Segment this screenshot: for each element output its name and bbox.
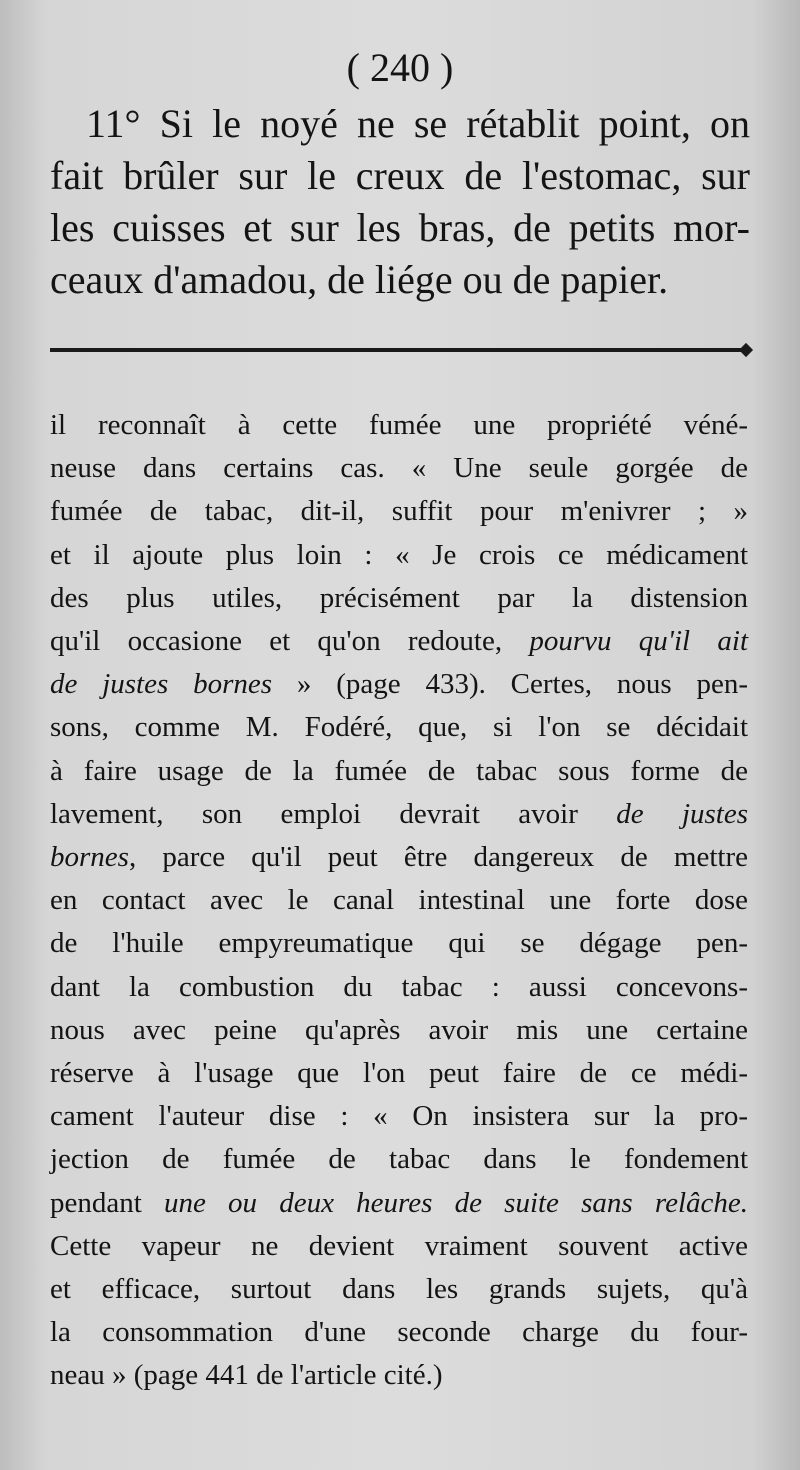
- footnote-text: dant la combustion du tabac : aussi concevons-: [50, 970, 748, 1003]
- footnote-line: [50, 1354, 748, 1397]
- footnote-text: et efficace, surtout dans les grands sujets, qu'à: [50, 1273, 748, 1306]
- footnote-text: à faire usage de la fumée de tabac sous forme de: [50, 754, 748, 787]
- footnote-line: [50, 577, 748, 620]
- footnote-italic-text: de justes bornes: [50, 668, 273, 701]
- footnote-text: Cette vapeur ne devient vraiment souvent active: [50, 1229, 748, 1262]
- footnote-italic-text: une ou deux heures de suite sans relâche.: [164, 1186, 748, 1219]
- footnote-line: [50, 836, 748, 879]
- footnote-line: [50, 879, 748, 922]
- footnote-italic-text: de justes: [616, 797, 748, 830]
- footnote-line: [50, 534, 748, 577]
- footnote-text: de l'huile empyreumatique qui se dégage pen-: [50, 927, 748, 960]
- footnote-line: [50, 1052, 748, 1095]
- footnote-text: des plus utiles, précisément par la distension: [50, 581, 748, 614]
- footnote-text: et il ajoute plus loin : « Je crois ce médicament: [50, 538, 748, 571]
- footnote-line: [50, 1225, 748, 1268]
- footnote-line: [50, 1311, 748, 1354]
- footnote-line: [50, 1268, 748, 1311]
- footnote-text: réserve à l'usage que l'on peut faire de ce médi-: [50, 1057, 748, 1090]
- footnote-line: [50, 922, 748, 965]
- footnote-line: [50, 1009, 748, 1052]
- footnote-text: neuse dans certains cas. « Une seule gorgée de: [50, 452, 748, 485]
- footnote-line: [50, 1182, 748, 1225]
- footnote-text: jection de fumée de tabac dans le fondement: [50, 1143, 748, 1176]
- footnote-text: nous avec peine qu'après avoir mis une certaine: [50, 1013, 748, 1046]
- main-line: fait brûler sur le creux de l'estomac, sur: [50, 153, 750, 198]
- footnote-line: [50, 1095, 748, 1138]
- footnote-line: [50, 793, 748, 836]
- footnote-line: [50, 750, 748, 793]
- footnote-text: pendant: [50, 1186, 164, 1219]
- footnote-text: » (page 433). Certes, nous pen-: [272, 668, 748, 701]
- footnote-italic-text: pourvu qu'il ait: [529, 625, 748, 658]
- footnote-text: , parce qu'il peut être dangereux de mettre: [128, 841, 748, 874]
- footnote-text: il reconnaît à cette fumée une propriété véné-: [50, 409, 748, 441]
- footnote-text: la consommation d'une seconde charge du four-: [50, 1316, 748, 1349]
- footnote-italic-text: bornes: [50, 841, 129, 874]
- footnote-text: cament l'auteur dise : « On insistera sur la pro-: [50, 1100, 748, 1133]
- footnote-line: [50, 447, 748, 490]
- footnote-text: qu'il occasione et qu'on redoute,: [50, 625, 530, 658]
- footnote-line: [50, 706, 748, 749]
- footnote-line: [50, 490, 748, 533]
- footnote-separator-rule: [50, 348, 745, 352]
- footnote-line: [50, 663, 748, 706]
- footnote-text: sons, comme M. Fodéré, que, si l'on se décidait: [50, 711, 748, 744]
- footnote-line: [50, 620, 748, 663]
- main-line: les cuisses et sur les bras, de petits mor-: [50, 205, 750, 250]
- main-paragraph: [50, 98, 750, 306]
- footnote-text: lavement, son emploi devrait avoir: [50, 797, 617, 830]
- footnote-paragraph: [50, 404, 748, 1398]
- footnote-line: [50, 966, 748, 1009]
- footnote-text: fumée de tabac, dit-il, suffit pour m'enivrer ; »: [50, 495, 748, 528]
- main-line: ceaux d'amadou, de liége ou de papier.: [50, 257, 669, 302]
- footnote-line: [50, 404, 748, 447]
- footnote-text: en contact avec le canal intestinal une forte dose: [50, 884, 748, 917]
- main-line: 11° Si le noyé ne se rétablit point, on: [86, 101, 750, 146]
- page-number: ( 240 ): [346, 45, 454, 90]
- footnote-text: neau » (page 441 de l'article cité.): [50, 1359, 443, 1392]
- footnote-line: [50, 1138, 748, 1181]
